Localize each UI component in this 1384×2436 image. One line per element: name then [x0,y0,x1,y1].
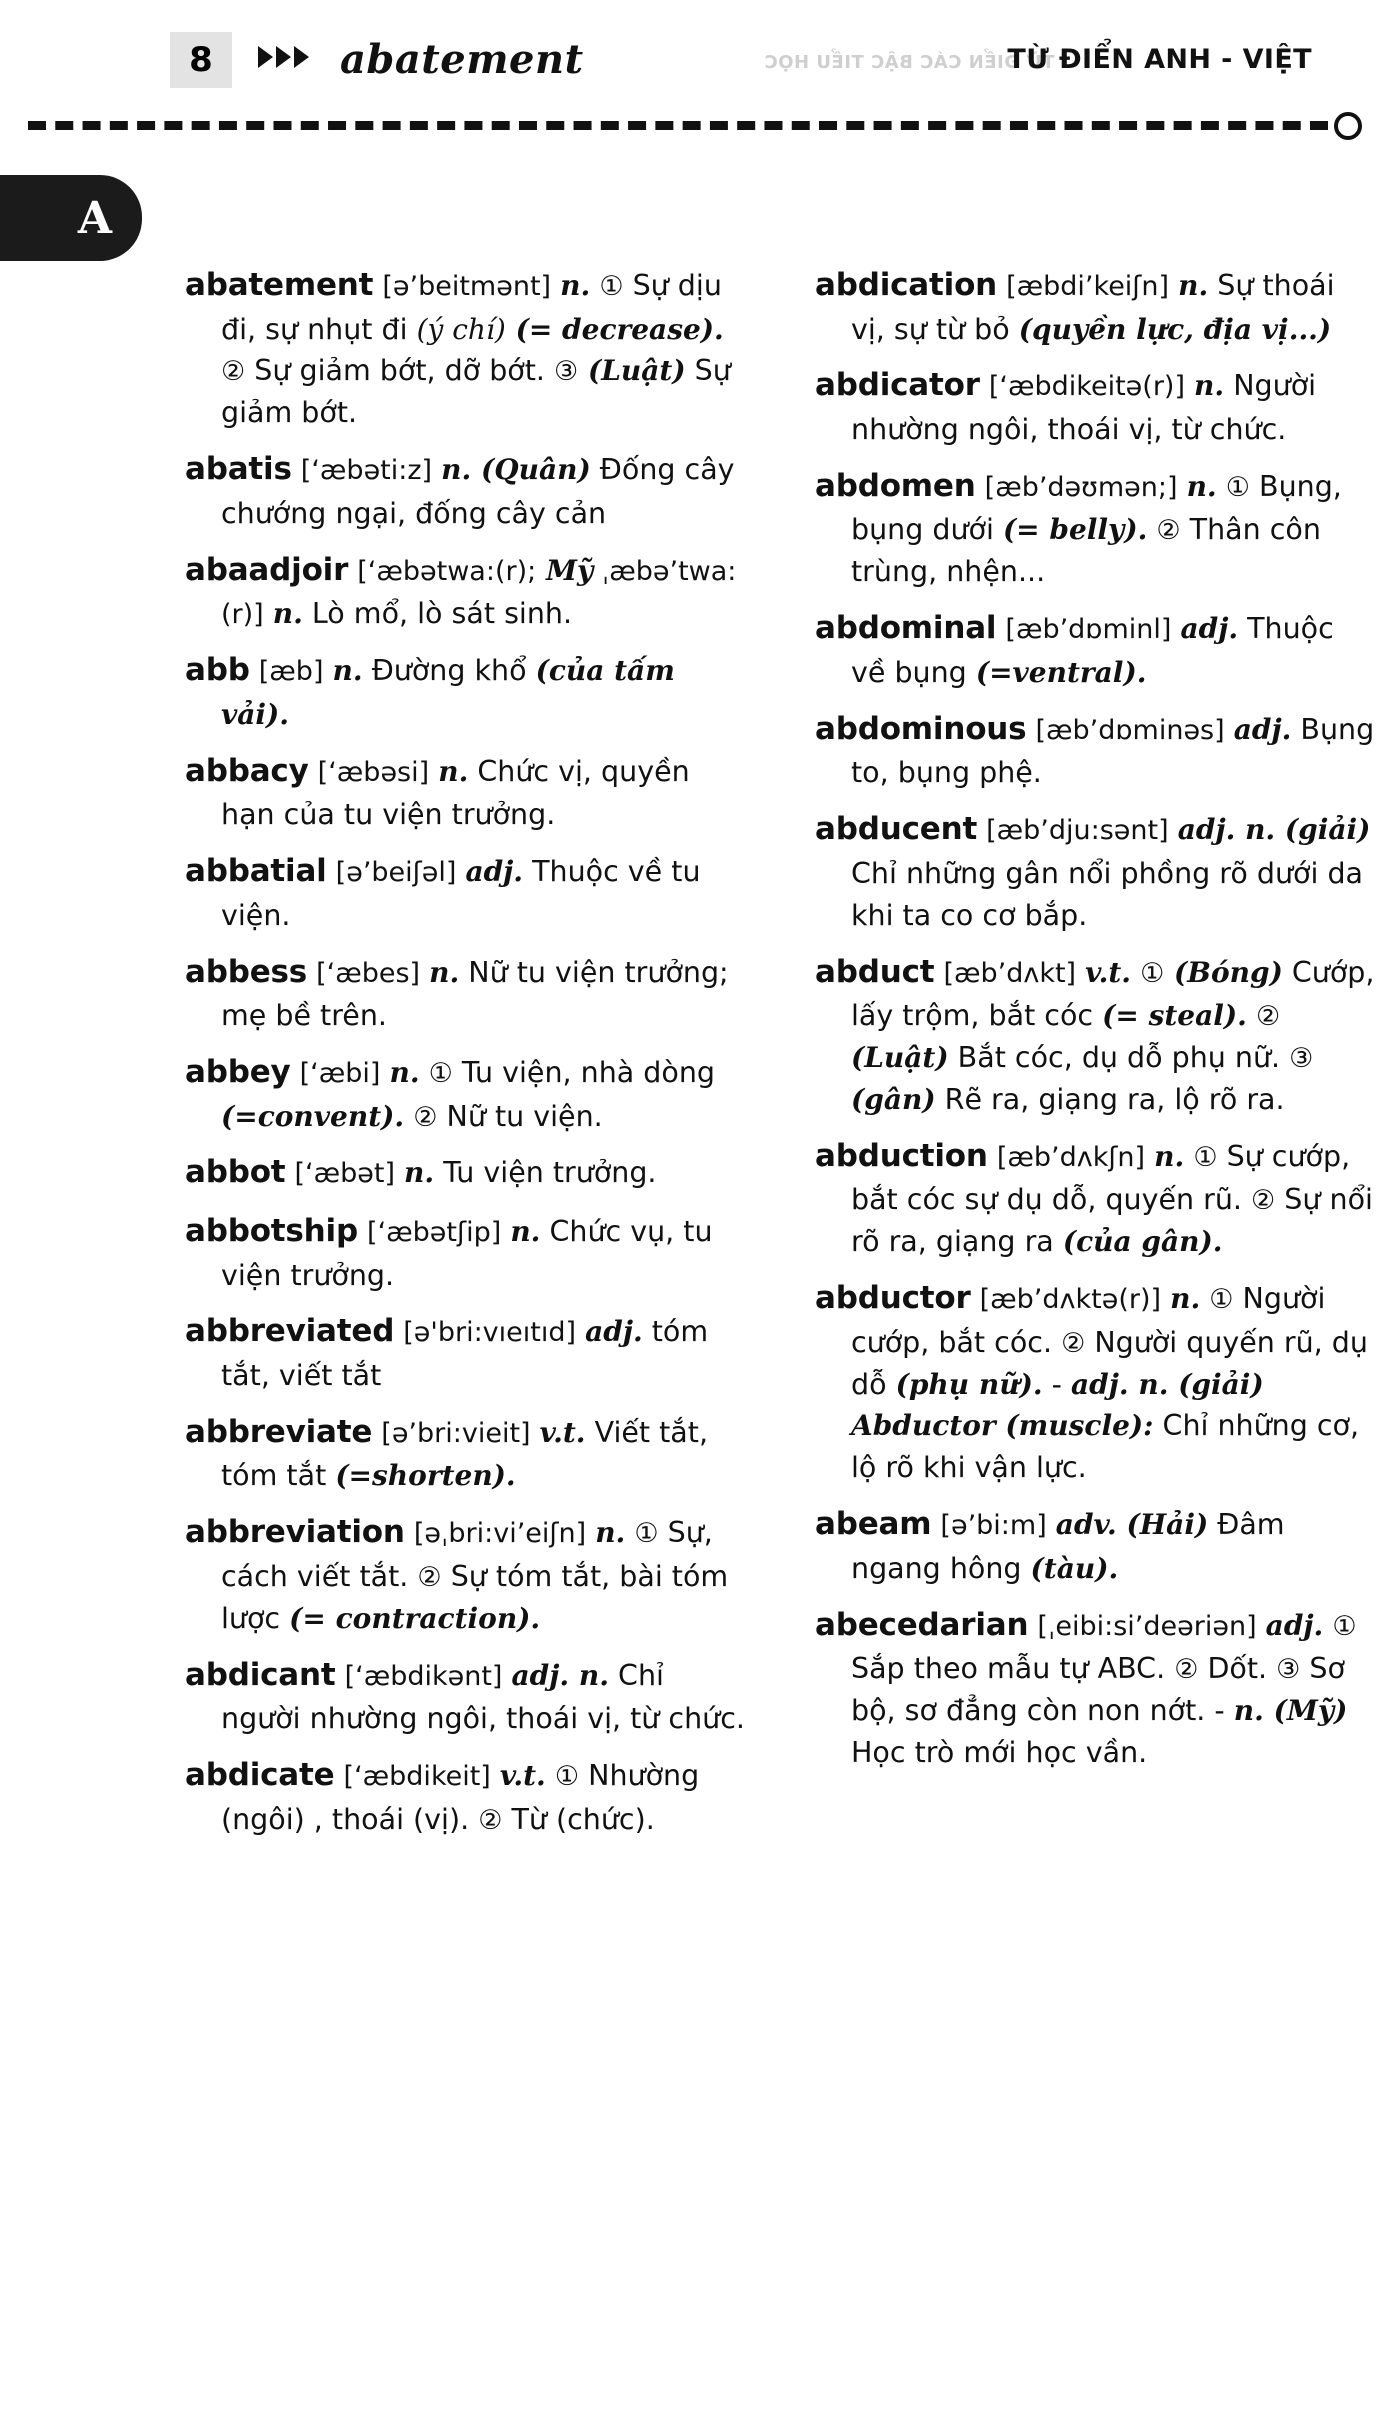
entry-definition-text: Học trò mới học vần. [851,1736,1148,1769]
entry-definition-text [394,1315,403,1348]
entry-pronunciation: [æb’dʌkt] [943,957,1077,989]
header-ghost-text: TỪ ĐIỂN CÁC BẬC TIỂU HỌC [763,52,1054,73]
entry-definition-text: ① [1209,1284,1234,1316]
entry-definition-text: Lò mổ, lò sát sinh. [302,597,573,631]
entry-definition-text [1185,369,1194,402]
entry-definition-text: ② [413,1101,438,1133]
entry-pronunciation: [əˌbri:vi’eiʃn] [413,1518,587,1550]
entry-headword: abatement [185,267,374,303]
dictionary-entry [185,950,745,1037]
entry-definition-text: Bụng, bụng dưới [851,469,1342,547]
entry-definition-text: ③ [1289,1042,1314,1074]
entry-definition-text: Chỉ những cơ, lộ rõ khi vận lực. [851,1409,1360,1485]
entry-pronunciation: [æb’dju:sənt] [986,815,1169,847]
entry-part-of-speech: n. [272,597,303,631]
entry-definition-text: - [1042,1367,1071,1401]
entry-definition-text: (=shorten). [335,1459,516,1493]
entry-definition-text: Chức vị, quyền hạn của tu viện trưởng. [221,754,690,832]
entry-part-of-speech: adj. n. [1071,1367,1169,1401]
entry-pronunciation: [ə’beitmənt] [382,271,552,302]
entry-definition-text [551,269,560,302]
dictionary-entry [185,548,745,635]
entry-pronunciation: [æb’dʌkʃn] [996,1141,1146,1173]
entry-definition-text [292,453,301,486]
double-chevron-right-icon [258,46,309,68]
entry-definition-text: ① [1193,1141,1218,1173]
entry-headword: abdication [815,267,998,303]
entry-headword: abbacy [185,752,309,789]
entry-definition-text [502,1659,511,1692]
entry-definition-text [1169,269,1178,302]
dictionary-entry [185,849,745,936]
entry-headword: abbess [185,953,308,990]
entry-definition-text: Chỉ những gân nổi phồng rõ dưới da khi ta co cơ bắp. [851,856,1364,932]
entry-definition-text [1184,1140,1193,1173]
dictionary-entry [815,606,1375,693]
entry-part-of-speech: adv. [1055,1508,1117,1542]
entry-pronunciation: [æb’dɒminl] [1005,614,1172,646]
entry-headword: abbreviated [185,1313,395,1350]
entry-pronunciation: [‘æbəti:z] [300,455,433,487]
entry-definition-text: Sơ bộ, sơ đẳng còn non nớt. - [851,1652,1345,1728]
entry-definition-text: Thuộc về tu viện. [221,855,701,932]
entry-part-of-speech: n. [1170,1282,1201,1316]
dictionary-entry [815,807,1375,936]
entry-definition-text [420,1056,429,1089]
entry-pronunciation: [‘æbdikeitə(r)] [988,371,1185,403]
dictionary-entry [185,1753,745,1840]
column-left [185,263,745,1854]
entry-definition-text: (phụ nữ). [895,1367,1043,1401]
entry-pronunciation: [ə’beiʃəl] [335,857,457,889]
entry-part-of-speech: adj. n. [511,1658,609,1692]
entry-part-of-speech: adj. [465,855,524,889]
dictionary-entry [815,363,1375,450]
entry-definition-text: ① [554,1761,580,1793]
entry-definition-text [1131,956,1140,989]
entry-definition-text: ① [1332,1610,1357,1642]
entry-definition-text [327,855,336,888]
entry-definition-text [358,1215,367,1248]
dictionary-entry [185,447,745,534]
entry-definition-text [307,956,316,989]
dictionary-entry [815,1134,1375,1263]
entry-definition-text: ② [1255,1001,1281,1033]
entry-headword: abeam [815,1506,932,1543]
entry-part-of-speech: n. [1178,269,1209,302]
entry-definition-text [590,269,599,302]
entry-pronunciation: [‘æbətwa:(r); [357,555,537,587]
entry-definition-text: ① [1140,957,1165,989]
entry-definition-text: Chỉ người nhường ngôi, thoái vị, từ chức. [221,1658,745,1736]
entry-definition-text: Rẽ ra, giạng ra, lộ rõ ra. [935,1082,1285,1116]
entry-definition-text [348,554,357,587]
entry-headword: abatis [185,451,292,488]
entry-definition-text [334,1759,343,1792]
entry-definition-text: (gân) [851,1082,936,1116]
dictionary-entry [815,950,1375,1121]
entry-headword: abdicant [185,1656,336,1693]
entry-headword: abdicator [815,367,980,404]
entry-definition-text: tóm tắt, viết tắt [221,1315,709,1392]
entry-definition-text: Người cướp, bắt cóc. [851,1282,1326,1359]
entry-definition-text: Nữ tu viện. [437,1099,603,1133]
entry-part-of-speech: adj. [1233,712,1292,746]
entry-part-of-speech: adj. [585,1315,643,1349]
entry-definition-text: (giải) [1275,813,1371,847]
entry-definition-text: Đường khổ [362,654,536,688]
entry-definition-text: (= belly). [1002,513,1148,547]
dictionary-entry [185,749,745,836]
entry-headword: abbatial [185,853,327,890]
entry-definition-text: (của tấm vải). [221,654,675,731]
entry-pronunciation: [‘æbes] [316,957,421,989]
entry-definition-text [980,369,989,402]
entry-part-of-speech: n. [332,654,363,688]
entry-definition-text: ② [221,356,246,388]
entry-definition-text [372,1416,381,1449]
entry-definition-text: Đống cây chướng ngại, đống cây cản [221,453,735,530]
entry-pronunciation: [ə’bi:m] [940,1510,1047,1542]
entry-definition-text [1217,470,1226,503]
entry-definition-text [1047,1508,1056,1541]
dictionary-entry [815,263,1375,350]
entry-headword: abdicate [185,1757,335,1794]
entry-part-of-speech: n. [595,1516,626,1550]
entry-part-of-speech: v.t. [499,1759,546,1793]
entry-definition-text: Nhường (ngôi) , thoái (vị). [221,1759,700,1836]
entry-definition-text [976,470,985,503]
page-body [0,263,1384,1854]
entry-definition-text [988,1140,997,1173]
entry-part-of-speech: n. [441,453,472,487]
entry-definition-text [586,1516,595,1549]
entry-definition-text: ② [1251,1185,1276,1217]
entry-definition-text: Sự dịu đi, sự nhụt đi [221,269,722,346]
entry-definition-text: Đâm ngang hông [851,1508,1285,1585]
entry-part-of-speech: n. [404,1156,435,1190]
page-number: 8 [170,32,232,88]
entry-definition-text: (Bóng) [1164,955,1283,989]
entry-definition-text: Dốt. [1198,1652,1277,1686]
entry-definition-text: Viết tắt, tóm tắt [221,1415,709,1493]
entry-definition-text: (Mỹ) [1263,1694,1348,1728]
entry-headword: abbot [185,1154,286,1191]
entry-definition-text [1178,470,1187,503]
letter-index-tab[interactable]: A [0,175,142,261]
entry-definition-text [420,956,429,989]
entry-definition-text: (= contraction). [289,1601,541,1635]
entry-definition-text: Thuộc về bụng [851,612,1334,689]
entry-part-of-speech: n. [438,754,469,788]
entry-definition-text [250,654,259,687]
entry-definition-text [997,269,1006,302]
entry-definition-text: Người quyến rũ, dụ dỗ [851,1325,1368,1401]
entry-headword: abbotship [185,1212,358,1249]
entry-definition-text: ③ [554,356,579,388]
dictionary-entry [185,1510,745,1639]
entry-definition-text: Bụng to, bụng phệ. [851,712,1375,790]
dictionary-entry [185,1410,745,1497]
entry-definition-text: Chức vụ, tu viện trưởng. [221,1214,713,1292]
entry-pronunciation: [‘æbəsi] [317,756,430,788]
entry-headword: abb [185,652,250,689]
entry-definition-text [405,1516,414,1549]
entry-definition-text: Sự tóm tắt, bài tóm lược [221,1559,729,1635]
entry-pronunciation: [ˌeibi:si’deəriən] [1037,1610,1257,1642]
entry-definition-text: (của gân). [1062,1225,1223,1259]
entry-part-of-speech: n. [510,1214,541,1248]
entry-part-of-speech: adj. [1180,612,1239,646]
entry-pronunciation: [ə’bri:vieit] [381,1417,531,1449]
entry-definition-text [501,1215,510,1248]
entry-definition-text: Tu viện, nhà dòng [452,1055,715,1089]
entry-definition-text [1200,1282,1209,1315]
entry-definition-text: Sự nổi rõ ra, giạng ra [851,1183,1373,1259]
entry-definition-text: ② [1156,515,1181,547]
dictionary-entry [815,1502,1375,1589]
entry-definition-text [323,654,332,687]
entry-definition-text: Sự cướp, bắt cóc sự dụ dỗ, quyến rũ. [851,1139,1351,1217]
entry-headword: abductor [815,1280,971,1317]
dictionary-entry [815,1603,1375,1774]
entry-definition-text [1247,999,1256,1032]
entry-definition-text: Cướp, lấy trộm, bắt cóc [851,955,1375,1033]
dictionary-entry [185,1309,745,1396]
entry-definition-text: (Luật) [851,1040,949,1074]
entry-headword: abdominal [815,610,997,647]
entry-headword: abducent [815,811,978,848]
entry-definition-text: (Luật) [578,354,686,388]
entry-part-of-speech: n. [1233,1694,1264,1728]
entry-definition-text [531,1416,540,1449]
entry-definition-text [1161,1282,1170,1315]
entry-pronunciation: ˌæbə’twa:(r)] [221,555,737,631]
entry-pronunciation: [æbdi’keiʃn] [1006,271,1170,302]
dictionary-entry [185,263,745,434]
entry-definition-text: ② [1174,1654,1199,1686]
entry-definition-text: (Hải) [1116,1508,1209,1542]
entry-definition-text [1257,1609,1266,1642]
entry-definition-text [336,1659,345,1692]
entry-definition-text: (giải) Abductor (muscle): [851,1367,1264,1443]
dictionary-entry [815,464,1375,593]
entry-definition-text: ① [634,1518,659,1550]
entry-definition-text: Nữ tu viện trưởng; mẹ bề trên. [221,955,729,1033]
entry-definition-text: Từ (chức). [502,1802,655,1836]
entry-definition-text [971,1282,980,1315]
entry-headword: abecedarian [815,1606,1029,1643]
entry-definition-text [432,453,441,486]
dictionary-entry [185,1050,745,1137]
entry-definition-text: ② [1061,1327,1086,1359]
entry-definition-text: Sự, cách viết tắt. [221,1516,713,1593]
entry-definition-text: Mỹ [536,553,594,587]
entry-definition-text: (ý chí) [416,312,506,346]
entry-definition-text [1076,956,1085,989]
entry-definition-text: ② [478,1804,503,1836]
entry-definition-text: Sự giảm bớt. [221,354,731,430]
entry-definition-text: Sự giảm bớt, dỡ bớt. [245,354,555,388]
entry-definition-text: Sự thoái vị, sự từ bỏ [851,269,1335,346]
entry-pronunciation: [‘æbi] [299,1057,381,1089]
dictionary-title: TỪ ĐIỂN ANH - VIỆT [1007,44,1312,75]
entry-headword: abdominous [815,710,1027,747]
entry-definition-text: (quyền lực, địa vị...) [1018,312,1332,346]
entry-definition-text: Thân côn trùng, nhện... [851,513,1321,589]
entry-definition-text [404,1100,413,1133]
entry-definition-text [1225,713,1234,746]
entry-part-of-speech: n. [429,955,460,989]
entry-part-of-speech: v.t. [1085,955,1132,989]
entry-definition-text: ① [428,1057,453,1089]
entry-definition-text: (Quân) [471,453,591,487]
entry-definition-text: Tu viện trưởng. [434,1156,657,1190]
dashed-line [28,121,1328,130]
dictionary-entry [185,648,745,735]
entry-definition-text [576,1315,585,1348]
entry-headword: abbreviation [185,1514,405,1551]
entry-part-of-speech: adj. n. [1177,813,1276,847]
entry-definition-text: ① [1225,471,1250,503]
entry-headword: abduction [815,1137,988,1174]
entry-part-of-speech: adj. [1265,1608,1324,1642]
entry-definition-text [1323,1609,1332,1642]
entry-definition-text [1169,813,1178,846]
entry-definition-text: (= steal). [1102,999,1247,1033]
entry-headword: abdomen [815,467,976,504]
dictionary-entry [185,1150,745,1196]
entry-part-of-speech: n. [389,1055,420,1089]
entry-definition-text [429,755,438,788]
entry-definition-text: (=convent). [221,1099,405,1133]
entry-definition-text [264,597,273,630]
entry-headword: abduct [815,953,935,990]
entry-part-of-speech: v.t. [539,1415,586,1449]
dictionary-entry [815,1276,1375,1489]
entry-pronunciation: [‘æbdikeit] [343,1761,491,1793]
entry-part-of-speech: n. [1186,469,1217,503]
entry-definition-text [395,1156,404,1189]
entry-headword: abaadjoir [185,551,349,588]
running-headword: abatement [340,36,584,83]
entry-part-of-speech: n. [1194,369,1225,403]
entry-pronunciation: [æb’dəʊmən;] [984,471,1178,503]
entry-pronunciation: [æb’dʌktə(r)] [979,1284,1162,1316]
header-divider [0,118,1384,128]
entry-definition-text: (=ventral). [975,655,1147,689]
entry-part-of-speech: n. [560,269,591,302]
dictionary-entry [815,707,1375,794]
entry-definition-text: (= decrease). [505,312,724,346]
entry-pronunciation: [æb’dɒminəs] [1035,714,1225,746]
entry-definition-text: ② [417,1561,442,1593]
entry-headword: abbey [185,1053,291,1090]
entry-definition-text: Người nhường ngôi, thoái vị, từ chức. [851,369,1317,447]
entry-headword: abbreviate [185,1413,373,1450]
entry-definition-text [546,1759,555,1792]
entry-definition-text [373,269,382,302]
entry-pronunciation: [‘æbət] [294,1158,395,1190]
entry-definition-text: (tàu). [1030,1551,1119,1585]
column-right [815,263,1375,1854]
entry-definition-text [291,1056,300,1089]
page-header [0,0,1384,95]
entry-pronunciation: [‘æbdikənt] [344,1660,503,1692]
entry-pronunciation: [ə'bri:vıeıtıd] [403,1317,577,1349]
entry-definition-text: ① [599,271,624,302]
entry-definition-text: Sắp theo mẫu tự ABC. [851,1652,1175,1686]
dictionary-entry [185,1209,745,1296]
entry-definition-text [491,1759,500,1792]
entry-definition-text: Bắt cóc, dụ dỗ phụ nữ. [948,1040,1290,1074]
entry-pronunciation: [æb] [258,656,324,688]
entry-pronunciation: [‘æbətʃip] [367,1216,502,1248]
entry-definition-text: ③ [1276,1654,1301,1686]
entry-definition-text [309,755,318,788]
divider-end-dot [1334,112,1362,140]
dictionary-entry [185,1653,745,1740]
entry-definition-text [977,813,986,846]
entry-part-of-speech: n. [1154,1139,1185,1173]
entry-definition-text [1145,1140,1154,1173]
